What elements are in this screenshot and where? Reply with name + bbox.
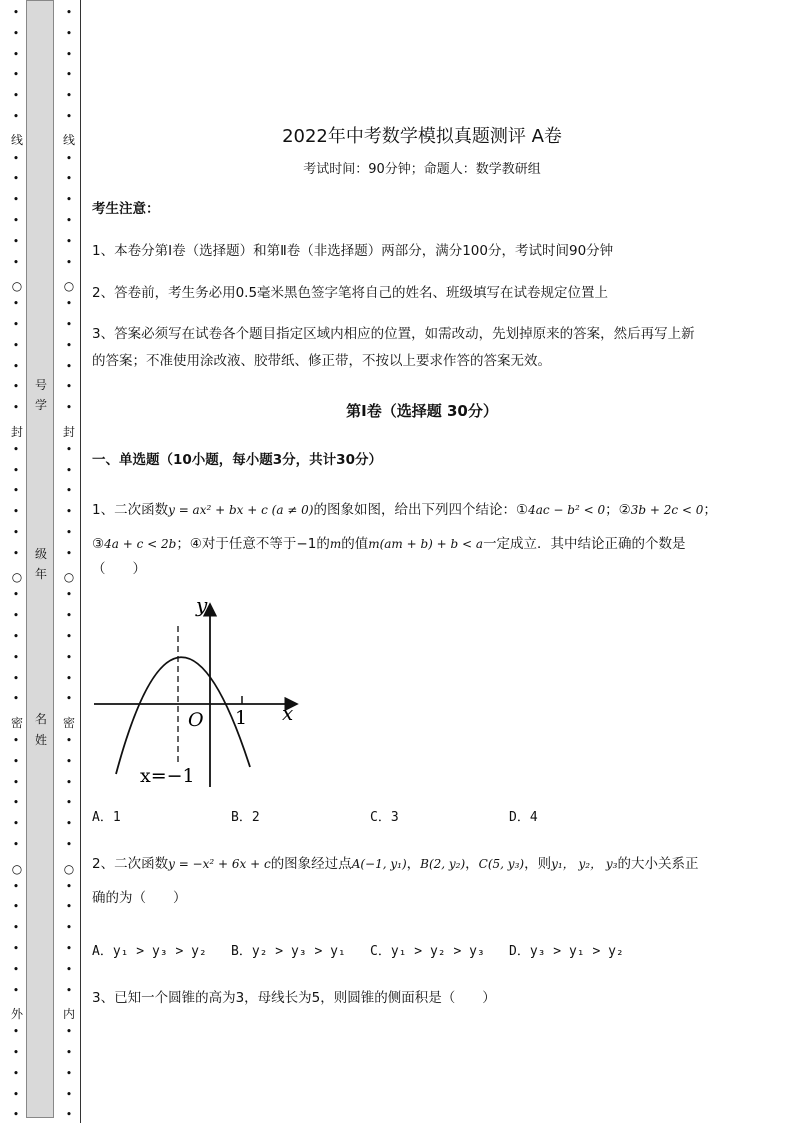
inner-marker: 内 [62, 1007, 75, 1021]
outer-marker: 外 [10, 1007, 23, 1021]
dot: • [12, 609, 20, 623]
parabola-curve [116, 657, 250, 774]
inner-marker: ○ [63, 862, 75, 876]
exam-subtitle: 考试时间：90分钟；命题人：数学教研组 [303, 162, 541, 177]
dot: • [12, 151, 20, 165]
dot: • [12, 921, 20, 935]
origin-label: O [188, 709, 204, 731]
dot: • [12, 588, 20, 602]
dot: • [12, 796, 20, 810]
q2-text: 2、二次函数 [92, 856, 169, 872]
dot: • [65, 900, 73, 914]
outer-marker: ○ [11, 279, 23, 293]
dot: • [65, 463, 73, 477]
dot: • [12, 817, 20, 831]
q2-text: 的图象经过点 [270, 856, 352, 872]
dot: • [12, 650, 20, 664]
dot: • [65, 89, 73, 103]
dot: • [65, 359, 73, 373]
dot: • [65, 588, 73, 602]
q1-text: ；② [605, 502, 631, 518]
dot: • [12, 110, 20, 123]
dot: • [65, 879, 73, 893]
dot: • [65, 754, 73, 768]
dot: • [12, 983, 20, 997]
strip-label: 姓 [34, 733, 47, 747]
dot: • [65, 110, 73, 123]
dot: • [12, 754, 20, 768]
outer-marker: 线 [10, 133, 23, 147]
dot: • [65, 505, 73, 519]
dot: • [65, 401, 73, 415]
q1-conclusion-2: 3b + 2c < 0 [630, 503, 704, 517]
dot: • [12, 297, 20, 311]
dot: • [12, 1025, 20, 1039]
outer-marker: ○ [11, 570, 23, 584]
dot: • [12, 526, 20, 539]
y-axis-label: y [196, 593, 208, 617]
q1-option-d[interactable]: D．4 [509, 810, 538, 825]
dot: • [65, 796, 73, 810]
dot: • [65, 318, 73, 331]
note-item: 2、答卷前，考生务必用0.5毫米黑色签字笔将自己的姓名、班级填写在试卷规定位置上 [92, 285, 609, 301]
inner-marker: 线 [62, 133, 75, 147]
dot: • [12, 89, 20, 103]
dot: • [65, 193, 73, 207]
x-axis-label: x [282, 701, 294, 725]
dot: • [65, 921, 73, 935]
dot: • [12, 463, 20, 477]
dot: • [12, 1087, 20, 1101]
notes-heading: 考生注意： [92, 201, 160, 217]
dot: • [12, 671, 20, 685]
q2-line2: 确的为（ ） [92, 890, 187, 906]
dot: • [12, 442, 20, 456]
dot: • [12, 692, 20, 706]
dot: • [12, 68, 20, 82]
q1-line1 [92, 496, 744, 524]
outer-marker: 封 [10, 425, 23, 439]
dot: • [12, 47, 20, 61]
q1-answer-blank: （ ） [92, 561, 146, 577]
q1-conclusion-3: 4a + c < 2b [104, 537, 177, 551]
strip-label: 学 [34, 398, 47, 412]
dot: • [12, 6, 20, 19]
dot: • [12, 505, 20, 519]
q2-text: ，则 [524, 856, 552, 872]
inner-marker: ○ [63, 279, 75, 293]
dot: • [65, 1087, 73, 1101]
q1-option-c[interactable]: C．3 [370, 810, 399, 825]
dot: • [65, 380, 73, 394]
q1-text: ③ [92, 536, 105, 552]
dot: • [12, 484, 20, 498]
dot: • [65, 671, 73, 685]
page-title: 2022年中考数学模拟真题测评 A卷 [282, 126, 562, 147]
binding-strip [26, 0, 54, 1118]
dot: • [12, 775, 20, 789]
note-item: 3、答案必须写在试卷各个题目指定区域内相应的位置，如需改动，先划掉原来的答案，然后再写上新 [92, 326, 695, 342]
dot: • [12, 359, 20, 373]
dot: • [65, 546, 73, 560]
q1-var-m: m [329, 537, 342, 551]
dot: • [65, 775, 73, 789]
q1-parabola-graph [92, 592, 307, 792]
dot: • [12, 734, 20, 747]
q1-conclusion-1: 4ac − b² < 0 [528, 503, 606, 517]
dot: • [12, 214, 20, 227]
dot: • [12, 1046, 20, 1059]
dot: • [12, 962, 20, 976]
outer-dot-column [8, 0, 24, 1123]
dot: • [65, 151, 73, 165]
margin-divider [80, 0, 81, 1123]
dot: • [12, 942, 20, 955]
dot: • [65, 609, 73, 623]
strip-label: 级 [34, 547, 47, 561]
dot: • [65, 1066, 73, 1080]
dot: • [65, 962, 73, 976]
strip-label: 年 [34, 567, 47, 581]
dot: • [12, 1066, 20, 1080]
dot: • [12, 380, 20, 394]
dot: • [12, 1108, 20, 1122]
q2-line1: 2、二次函数y = −x² + 6x + c的图象经过点A(−1, y₁)，B(2, y₂)，C(5, y₃)，则y₁， y₂， y₃的大小关系正 [92, 856, 699, 872]
q1-text: ；④对于任意不等于−1的 [176, 536, 330, 552]
inner-marker: 封 [62, 425, 75, 439]
dot: • [65, 47, 73, 61]
q1-text: 的值 [341, 536, 369, 552]
q1-text: 一定成立．其中结论正确的个数是 [483, 536, 686, 552]
dot: • [12, 234, 20, 248]
dot: • [65, 630, 73, 643]
inner-marker: ○ [63, 570, 75, 584]
q2-point-b: B(2, y₂) [420, 857, 466, 871]
dot: • [65, 817, 73, 831]
dot: • [12, 630, 20, 643]
q2-point-c: C(5, y₃) [478, 857, 525, 871]
dot: • [65, 255, 73, 269]
q1-option-a[interactable]: A．1 [92, 810, 121, 825]
dot: • [65, 942, 73, 955]
outer-marker: ○ [11, 862, 23, 876]
dot: • [12, 338, 20, 352]
dot: • [12, 172, 20, 186]
q2-option-a[interactable]: A．y₁ > y₃ > y₂ [92, 944, 207, 959]
q1-option-b[interactable]: B．2 [231, 810, 260, 825]
dot: • [65, 1046, 73, 1059]
dot: • [65, 983, 73, 997]
dot: • [65, 692, 73, 706]
dot: • [12, 193, 20, 207]
dot: • [12, 401, 20, 415]
q1-function: y = ax² + bx + c (a ≠ 0) [168, 503, 314, 517]
dot: • [65, 172, 73, 186]
outer-marker: 密 [10, 716, 23, 730]
strip-label: 号 [34, 378, 47, 392]
q2-vars: y₁， y₂， y₃ [551, 857, 618, 871]
dot: • [65, 234, 73, 248]
q1-text: ； [703, 502, 717, 518]
q2-option-d[interactable]: D．y₃ > y₁ > y₂ [509, 944, 624, 959]
dot: • [65, 650, 73, 664]
dot: • [65, 26, 73, 40]
dot: • [65, 734, 73, 747]
q2-option-b[interactable]: B．y₂ > y₃ > y₁ [231, 944, 346, 959]
dot: • [65, 297, 73, 311]
note-item: 的答案；不准使用涂改液、胶带纸、修正带，不按以上要求作答的答案无效。 [92, 353, 551, 369]
q1-conclusion-4: m(am + b) + b < a [368, 537, 484, 551]
dot: • [65, 68, 73, 82]
q3-text: 3、已知一个圆锥的高为3，母线长为5，则圆锥的侧面积是（ ） [92, 990, 496, 1006]
note-item: 1、本卷分第I卷（选择题）和第Ⅱ卷（非选择题）两部分，满分100分，考试时间90分钟 [92, 243, 614, 259]
dot: • [12, 26, 20, 40]
axis-equation-label: x=−1 [140, 765, 195, 787]
dot: • [12, 318, 20, 331]
q1-text: 的图象如图，给出下列四个结论：① [313, 502, 529, 518]
dot: • [65, 338, 73, 352]
dot: • [65, 1108, 73, 1122]
dot: • [12, 255, 20, 269]
dot: • [65, 442, 73, 456]
q2-text: 的大小关系正 [617, 856, 699, 872]
dot: • [65, 484, 73, 498]
q1-line2 [92, 530, 744, 558]
dot: • [12, 900, 20, 914]
dot: • [12, 879, 20, 893]
dot: • [12, 838, 20, 851]
q2-function: y = −x² + 6x + c [168, 857, 271, 871]
q1-text: 1、二次函数 [92, 502, 169, 518]
q2-option-c[interactable]: C．y₁ > y₂ > y₃ [370, 944, 485, 959]
inner-marker: 密 [62, 716, 75, 730]
dot: • [65, 214, 73, 227]
x-tick-label: 1 [235, 707, 248, 729]
section-title: 第I卷（选择题 30分） [346, 402, 498, 420]
dot: • [65, 6, 73, 19]
inner-dot-column [60, 0, 78, 1123]
dot: • [65, 526, 73, 539]
strip-label: 名 [34, 712, 47, 726]
dot: • [12, 546, 20, 560]
dot: • [65, 1025, 73, 1039]
part-heading: 一、单选题（10小题，每小题3分，共计30分） [92, 452, 382, 468]
q2-point-a: A(−1, y₁) [351, 857, 407, 871]
dot: • [65, 838, 73, 851]
